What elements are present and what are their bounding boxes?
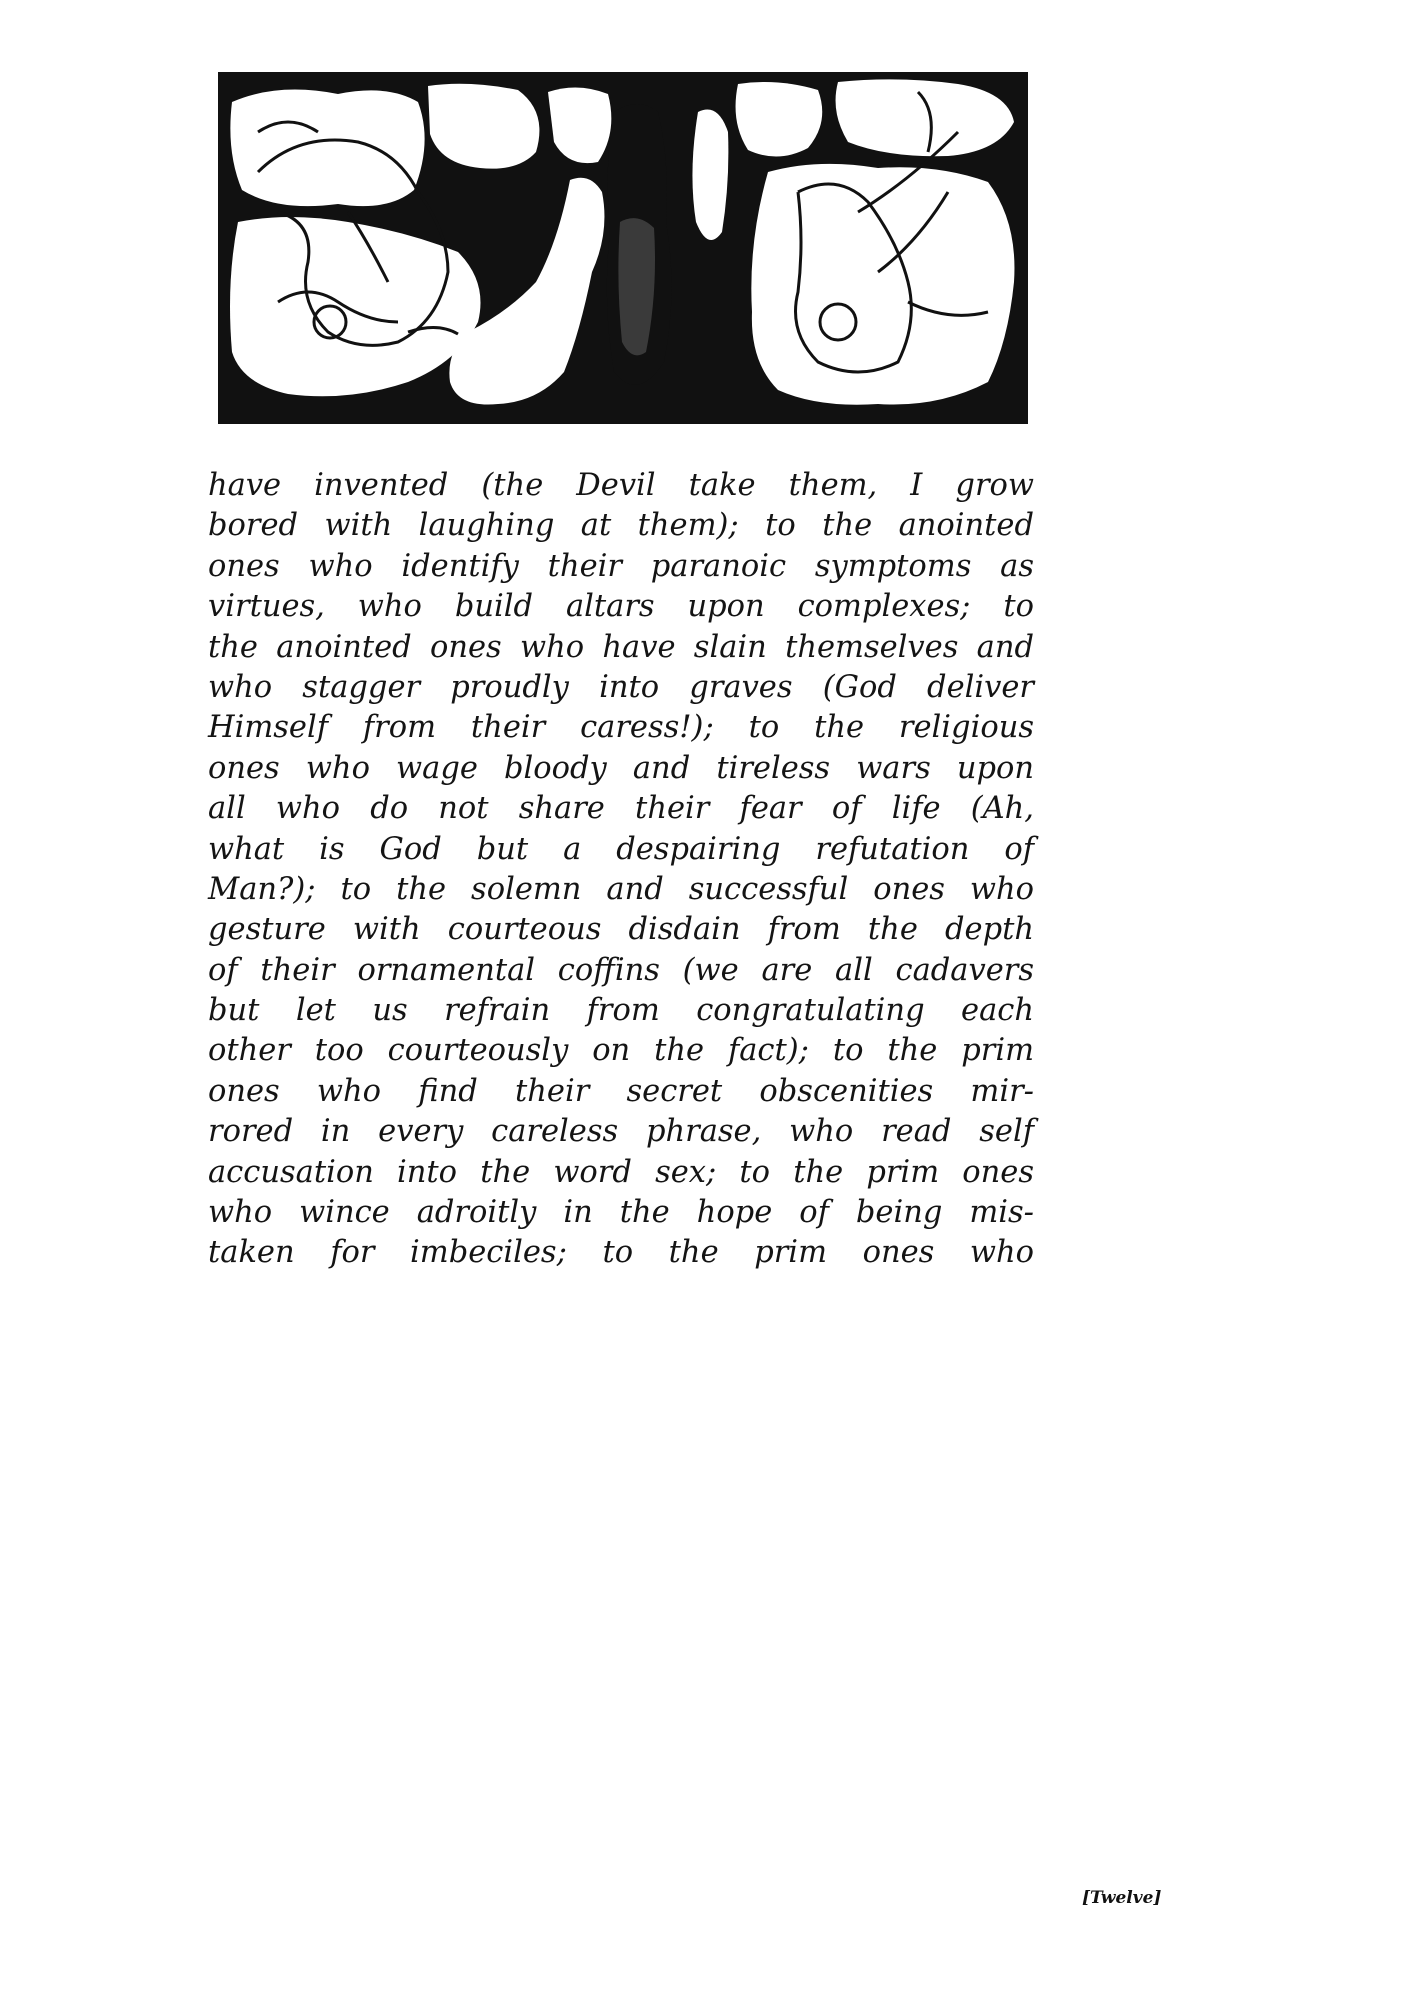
woodcut-illustration bbox=[218, 72, 1028, 424]
text-line: who wince adroitly in the hope of being mis- bbox=[208, 1195, 1034, 1231]
text-line: Himself from their caress!); to the religious bbox=[208, 710, 1034, 746]
text-line: all who do not share their fear of life (Ah, bbox=[208, 791, 1034, 827]
text-line: Man?); to the solemn and successful ones who bbox=[208, 871, 1034, 907]
text-line: the anointed ones who have slain themselves and bbox=[208, 629, 1034, 665]
text-line: bored with laughing at them); to the anointed bbox=[208, 508, 1034, 544]
text-line: ones who wage bloody and tireless wars upon bbox=[208, 750, 1034, 786]
page-number: [Twelve] bbox=[1082, 1888, 1162, 1908]
text-line: what is God but a despairing refutation of bbox=[208, 831, 1034, 867]
woodcut-figures-in-cave-icon bbox=[218, 72, 1028, 424]
text-line: ones who find their secret obscenities mir- bbox=[208, 1073, 1034, 1109]
text-line: gesture with courteous disdain from the depth bbox=[208, 912, 1034, 948]
text-line: accusation into the word sex; to the prim ones bbox=[208, 1154, 1034, 1190]
body-text bbox=[208, 466, 1034, 1274]
text-line: other too courteously on the fact); to the prim bbox=[208, 1033, 1034, 1069]
text-line: rored in every careless phrase, who read self bbox=[208, 1114, 1034, 1150]
text-line: ones who identify their paranoic symptoms as bbox=[208, 548, 1034, 584]
text-line: but let us refrain from congratulating each bbox=[208, 993, 1034, 1029]
text-line: taken for imbeciles; to the prim ones who bbox=[208, 1235, 1034, 1271]
text-line: virtues, who build altars upon complexes; to bbox=[208, 589, 1034, 625]
text-line: who stagger proudly into graves (God deliver bbox=[208, 669, 1034, 705]
text-line: of their ornamental coffins (we are all cadavers bbox=[208, 952, 1034, 988]
text-line: have invented (the Devil take them, I grow bbox=[208, 468, 1034, 503]
